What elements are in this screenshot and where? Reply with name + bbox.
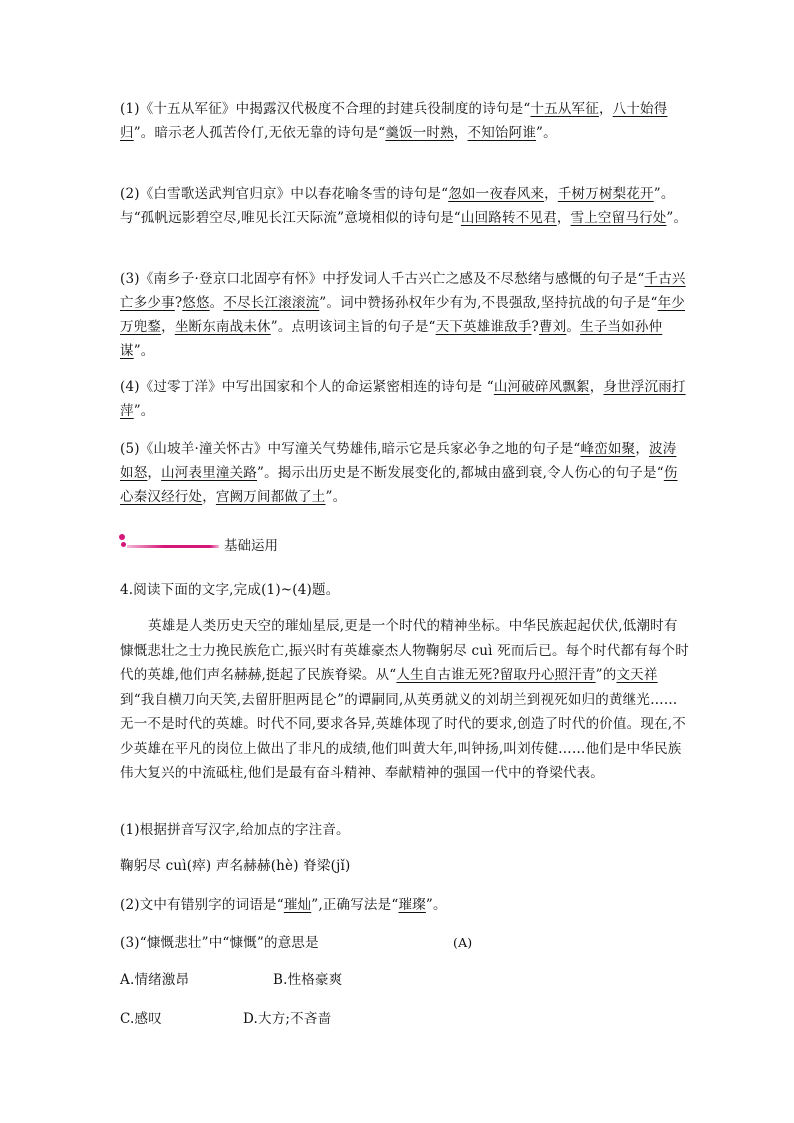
answer-blank: 十五从军征 — [530, 101, 599, 117]
answer-blank: 人生自古谁无死?留取丹心照汗青 — [396, 667, 596, 683]
subquestion-2 — [120, 893, 690, 917]
q5-text: (5)《山坡羊·潼关怀古》中写潼关气势雄伟,暗示它是兵家必争之地的句子是“ — [120, 441, 581, 457]
answer-blank: 悠悠 — [182, 295, 210, 311]
q1-sep: ， — [598, 101, 613, 117]
subquestion-1-answer: 鞠躬尽 cuì(瘁) 声名赫赫(hè) 脊梁(jǐ) — [120, 858, 351, 874]
q5-sep: ， — [147, 465, 162, 481]
bullet-dot-icon — [119, 534, 125, 540]
q3-text: ”。 — [133, 343, 155, 359]
question-6-intro: 4.阅读下面的文字,完成(1)~(4)题。 — [120, 582, 340, 598]
q5-text: ”。揭示出历史是不断发展变化的,都城由盛到衰,令人伤心的句子是“ — [257, 465, 664, 481]
q3-sep: 。 — [209, 295, 224, 311]
question-2 — [120, 182, 690, 230]
answer-blank: 波涛如怒 — [120, 441, 677, 481]
reading-passage — [120, 614, 690, 786]
answer-blank: 身世浮沉雨打萍 — [120, 379, 686, 419]
answer-blank: 雪上空留马行处 — [570, 210, 667, 226]
q2-sep: ， — [544, 186, 558, 202]
answer-blank: 璀灿 — [283, 897, 312, 913]
answer-blank: 不尽长江滚滚流 — [223, 295, 320, 311]
answer-blank: 年少万兜鍪 — [120, 295, 685, 335]
answer-blank: 宫阙万间都做了土 — [215, 489, 326, 505]
q2-sep: ， — [556, 210, 571, 226]
passage-text: 到“我自横刀向天笑,去留肝胆两昆仑”的谭嗣同,从英勇就义的刘胡兰到视死如归的黄继光……无一不是时代的英雄。时代不同,要求各异,英雄体现了时代的要求,创造了时代的价值。现在,不少英雄在平凡的岗位上做出了非凡的成绩,他们叫黄大年,叫钟扬,叫刘传健……他们是中华民族伟大复兴的中流砥柱,他们是最有奋斗精神、奉献精神的强国一代中的脊梁代表。 — [120, 691, 686, 781]
q3-text: (3)《南乡子·登京口北固亭有怀》中抒发词人千古兴亡之感及不尽愁绪与感慨的句子是“ — [120, 271, 645, 287]
q3-sep: ? — [531, 319, 539, 335]
q5-text: ”。 — [325, 489, 347, 505]
answer-blank: 羹饭一时熟 — [385, 125, 454, 141]
q3-sep: 。 — [566, 319, 581, 335]
question-3 — [120, 267, 690, 363]
answer-blank: 山回路转不见君 — [460, 210, 557, 226]
option-d: D.大方;不吝啬 — [243, 1011, 332, 1027]
q1-text: ”。暗示老人孤苦伶仃,无依无靠的诗句是“ — [133, 125, 386, 141]
q4-sep: ， — [589, 379, 604, 395]
answer-blank: 忽如一夜春风来 — [448, 186, 545, 202]
q5-sep: ， — [202, 489, 216, 505]
q3-text: ”。点明该词主旨的句子是“ — [270, 319, 436, 335]
subquestion-3 — [120, 931, 690, 955]
answer-blank: 峰峦如聚 — [580, 441, 636, 457]
q4-text: (4)《过零丁洋》中写出国家和个人的命运紧密相连的诗句是 “ — [120, 379, 494, 395]
answer-blank: 坐断东南战未休 — [174, 319, 271, 335]
question-1 — [120, 97, 690, 145]
answer-blank: 生子当如孙仲谋 — [120, 319, 663, 359]
s3-answer: (A) — [453, 935, 473, 950]
q2-text: ”。与“孤帆远影碧空尽,唯见长江天际流”意境相似的诗句是“ — [120, 186, 675, 226]
answer-blank: 伤心秦汉经行处 — [120, 465, 678, 505]
q3-sep: ? — [174, 295, 183, 311]
answer-blank: 千古兴亡多少事 — [120, 271, 686, 311]
section-header — [118, 534, 418, 556]
s2-text: ”,正确写法是“ — [311, 897, 399, 913]
q1-text: (1)《十五从军征》中揭露汉代极度不合理的封建兵役制度的诗句是“ — [120, 101, 531, 117]
answer-blank: 山河表里潼关路 — [161, 465, 258, 481]
option-c: C.感叹 — [120, 1011, 162, 1027]
answer-blank: 不知饴阿谁 — [467, 125, 537, 141]
q5-sep: ， — [635, 441, 650, 457]
s3-text: (3)“慷慨悲壮”中“慷慨”的意思是 — [120, 935, 319, 951]
subquestion-1: (1)根据拼音写汉字,给加点的字注音。 — [120, 822, 350, 838]
passage-text: ”的 — [595, 667, 617, 683]
question-4 — [120, 375, 690, 423]
q2-text: ”。 — [666, 210, 688, 226]
answer-blank: 璀璨 — [398, 897, 426, 913]
section-bar — [127, 545, 219, 548]
option-b: B.性格豪爽 — [273, 972, 343, 988]
s2-text: (2)文中有错别字的词语是“ — [120, 897, 284, 913]
q3-sep: ， — [161, 319, 175, 335]
q1-sep: ， — [453, 125, 468, 141]
q3-text: ”。词中赞扬孙权年少有为,不畏强敌,坚持抗战的句子是“ — [319, 295, 658, 311]
answer-blank: 文天祥 — [616, 667, 658, 683]
passage-text: 英雄是人类历史天空的璀灿星辰,更是一个时代的精神坐标。中华民族起起伏伏,低潮时有慷慨悲壮之士力挽民族危亡,振兴时有英雄豪杰人物鞠躬尽 cuì 死而后已。每个时代都有每个时代的英雄,他们声名赫赫,挺起了民族脊梁。从“ — [120, 618, 689, 683]
q1-text: ”。 — [536, 125, 557, 141]
answer-blank: 千树万树梨花开 — [557, 186, 654, 202]
answer-blank: 八十始得归 — [120, 101, 668, 141]
q4-text: ”。 — [133, 403, 155, 419]
answer-blank: 山河破碎风飘絮 — [493, 379, 590, 395]
s2-text: ”。 — [425, 897, 447, 913]
answer-blank: 曹刘 — [538, 319, 567, 335]
question-5 — [120, 437, 690, 509]
bullet-dot-icon — [121, 542, 126, 547]
option-a: A.情绪激昂 — [120, 972, 190, 988]
answer-blank: 天下英雄谁敌手 — [435, 319, 532, 335]
q2-text: (2)《白雪歌送武判官归京》中以春花喻冬雪的诗句是“ — [120, 186, 449, 202]
section-title: 基础运用 — [224, 538, 278, 554]
